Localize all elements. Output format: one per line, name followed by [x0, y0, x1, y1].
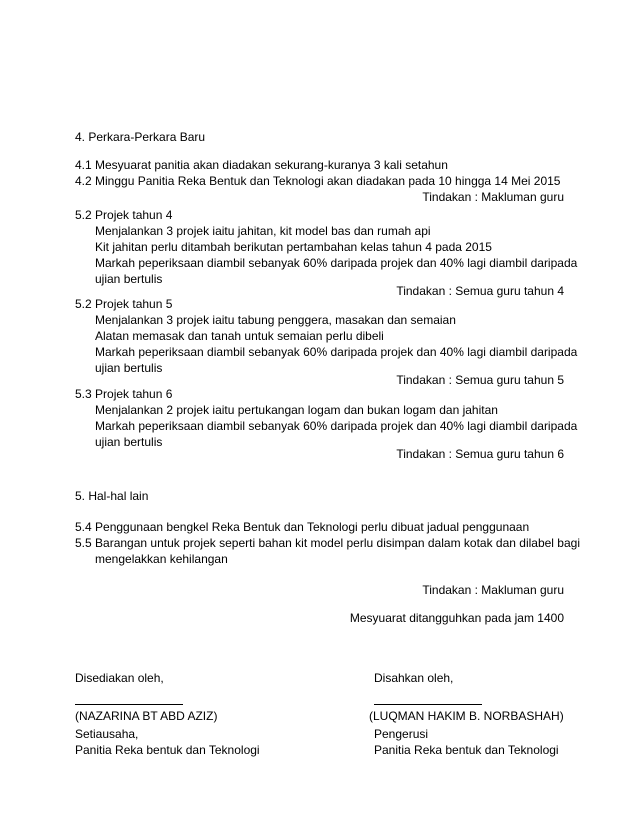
action-4-2: Tindakan : Makluman guru — [422, 190, 564, 204]
secretary-name: (NAZARINA BT ABD AZIZ) — [75, 709, 218, 723]
action-projek-5: Tindakan : Semua guru tahun 5 — [396, 373, 564, 387]
projek-4-title: 5.2 Projek tahun 4 — [75, 208, 173, 222]
action-section-5: Tindakan : Makluman guru — [422, 583, 564, 597]
secretary-org: Panitia Reka bentuk dan Teknologi — [75, 743, 260, 757]
projek-5-line: Alatan memasak dan tanah untuk semaian perlu dibeli — [95, 329, 384, 343]
projek-5-line: ujian bertulis — [95, 361, 163, 375]
projek-5-title: 5.2 Projek tahun 5 — [75, 297, 173, 311]
section-4-heading: 4. Perkara-Perkara Baru — [75, 130, 206, 144]
projek-4-line: Markah peperiksaan diambil sebanyak 60% daripada projek dan 40% lagi diambil daripada — [95, 256, 578, 270]
signature-line-right — [374, 704, 482, 705]
action-projek-6: Tindakan : Semua guru tahun 6 — [396, 447, 564, 461]
item-5-4: 5.4 Penggunaan bengkel Reka Bentuk dan Teknologi perlu dibuat jadual penggunaan — [75, 520, 530, 534]
projek-6-line: Markah peperiksaan diambil sebanyak 60% daripada projek dan 40% lagi diambil daripada — [95, 419, 578, 433]
prepared-by-label: Disediakan oleh, — [75, 671, 164, 685]
projek-4-line: ujian bertulis — [95, 272, 163, 286]
chairman-role: Pengerusi — [374, 727, 429, 741]
section-5-heading: 5. Hal-hal lain — [75, 489, 149, 503]
signature-line-left — [75, 704, 183, 705]
action-projek-4: Tindakan : Semua guru tahun 4 — [396, 284, 564, 298]
closing-statement: Mesyuarat ditangguhkan pada jam 1400 — [349, 611, 564, 625]
projek-6-title: 5.3 Projek tahun 6 — [75, 387, 173, 401]
projek-6-line: ujian bertulis — [95, 435, 163, 449]
approved-by-label: Disahkan oleh, — [374, 671, 454, 685]
item-4-1: 4.1 Mesyuarat panitia akan diadakan sekurang-kuranya 3 kali setahun — [75, 158, 448, 172]
item-4-2: 4.2 Minggu Panitia Reka Bentuk dan Teknologi akan diadakan pada 10 hingga 14 Mei 2015 — [75, 174, 561, 188]
secretary-role: Setiausaha, — [75, 727, 139, 741]
chairman-org: Panitia Reka bentuk dan Teknologi — [374, 743, 559, 757]
projek-6-line: Menjalankan 2 projek iaitu pertukangan logam dan bukan logam dan jahitan — [95, 403, 498, 417]
chairman-name: (LUQMAN HAKIM B. NORBASHAH) — [369, 709, 564, 723]
item-5-5: 5.5 Barangan untuk projek seperti bahan kit model perlu disimpan dalam kotak dan dilabel bagi — [75, 536, 580, 550]
projek-4-line: Kit jahitan perlu ditambah berikutan pertambahan kelas tahun 4 pada 2015 — [95, 240, 492, 254]
projek-5-line: Menjalankan 3 projek iaitu tabung penggera, masakan dan semaian — [95, 313, 456, 327]
item-5-5-cont: mengelakkan kehilangan — [95, 552, 228, 566]
projek-5-line: Markah peperiksaan diambil sebanyak 60% daripada projek dan 40% lagi diambil daripada — [95, 345, 578, 359]
projek-4-line: Menjalankan 3 projek iaitu jahitan, kit model bas dan rumah api — [95, 224, 431, 238]
